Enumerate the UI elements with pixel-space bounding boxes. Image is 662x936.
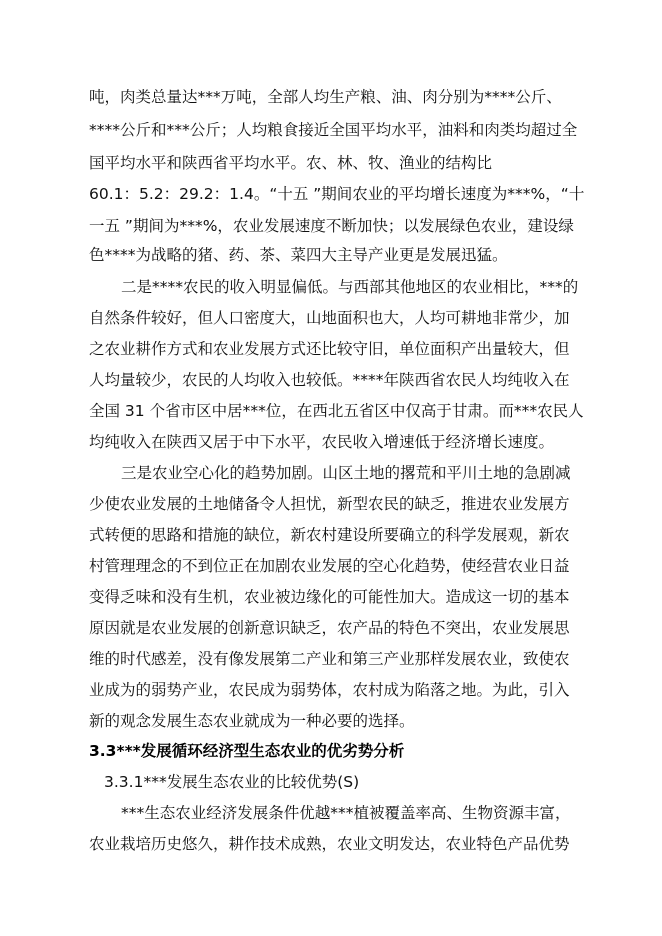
paragraph-line: 60.1：5.2：29.2：1.4。“十五 ”期间农业的平均增长速度为***%，“十: [89, 185, 585, 203]
paragraph-line: 国平均水平和陕西省平均水平。农、林、牧、渔业的结构比: [89, 154, 493, 172]
paragraph-line: 全国 31 个省市区中居***位，在西北五省区中仅高于甘肃。而***农民人: [89, 402, 584, 420]
paragraph-first-line: 二是****农民的收入明显偏低。与西部其他地区的农业相比，***的: [121, 278, 579, 296]
paragraph-line: 原因就是农业发展的创新意识缺乏，农产品的特色不突出，农业发展思: [89, 619, 570, 637]
subsection-heading: 3.3.1***发展生态农业的比较优势(S): [104, 773, 360, 791]
paragraph-line: 少使农业发展的土地储备令人担忧，新型农民的缺乏，推进农业发展方: [89, 495, 570, 513]
paragraph-line: ****公斤和***公斤；人均粮食接近全国平均水平，油料和肉类均超过全: [89, 121, 578, 139]
paragraph-line: 吨，肉类总量达***万吨，全部人均生产粮、油、肉分别为****公斤、: [89, 88, 562, 106]
paragraph-first-line: ***生态农业经济发展条件优越***植被覆盖率高、生物资源丰富，: [121, 804, 571, 822]
paragraph-line: 业成为的弱势产业，农民成为弱势体，农村成为陷落之地。为此，引入: [89, 681, 570, 699]
paragraph-line: 新的观念发展生态农业就成为一种必要的选择。: [89, 712, 415, 730]
paragraph-line: 之农业耕作方式和农业发展方式还比较守旧，单位面积产出量较大，但: [89, 340, 570, 358]
paragraph-line: 人均量较少，农民的人均收入也较低。****年陕西省农民人均纯收入在: [89, 371, 570, 389]
paragraph-line: 村管理理念的不到位正在加剧农业发展的空心化趋势，使经营农业日益: [89, 557, 570, 575]
paragraph-first-line: 三是农业空心化的趋势加剧。山区土地的撂荒和平川土地的急剧减: [121, 464, 571, 482]
paragraph-line: 一五 ”期间为***%，农业发展速度不断加快；以发展绿色农业，建设绿: [89, 217, 574, 235]
paragraph-line: 自然条件较好，但人口密度大，山地面积也大，人均可耕地非常少，加: [89, 309, 570, 327]
paragraph-line: 色****为战略的猪、药、茶、菜四大主导产业更是发展迅猛。: [89, 246, 508, 264]
paragraph-line: 农业栽培历史悠久，耕作技术成熟，农业文明发达，农业特色产品优势: [89, 835, 570, 853]
paragraph-line: 式转便的思路和措施的缺位，新农村建设所要确立的科学发展观，新农: [89, 526, 570, 544]
paragraph-line: 变得乏味和没有生机，农业被边缘化的可能性加大。造成这一切的基本: [89, 588, 570, 606]
section-heading: 3.3***发展循环经济型生态农业的优劣势分析: [89, 742, 405, 760]
paragraph-line: 维的时代感差，没有像发展第二产业和第三产业那样发展农业，致使农: [89, 650, 570, 668]
paragraph-line: 均纯收入在陕西又居于中下水平，农民收入增速低于经济增长速度。: [89, 433, 555, 451]
